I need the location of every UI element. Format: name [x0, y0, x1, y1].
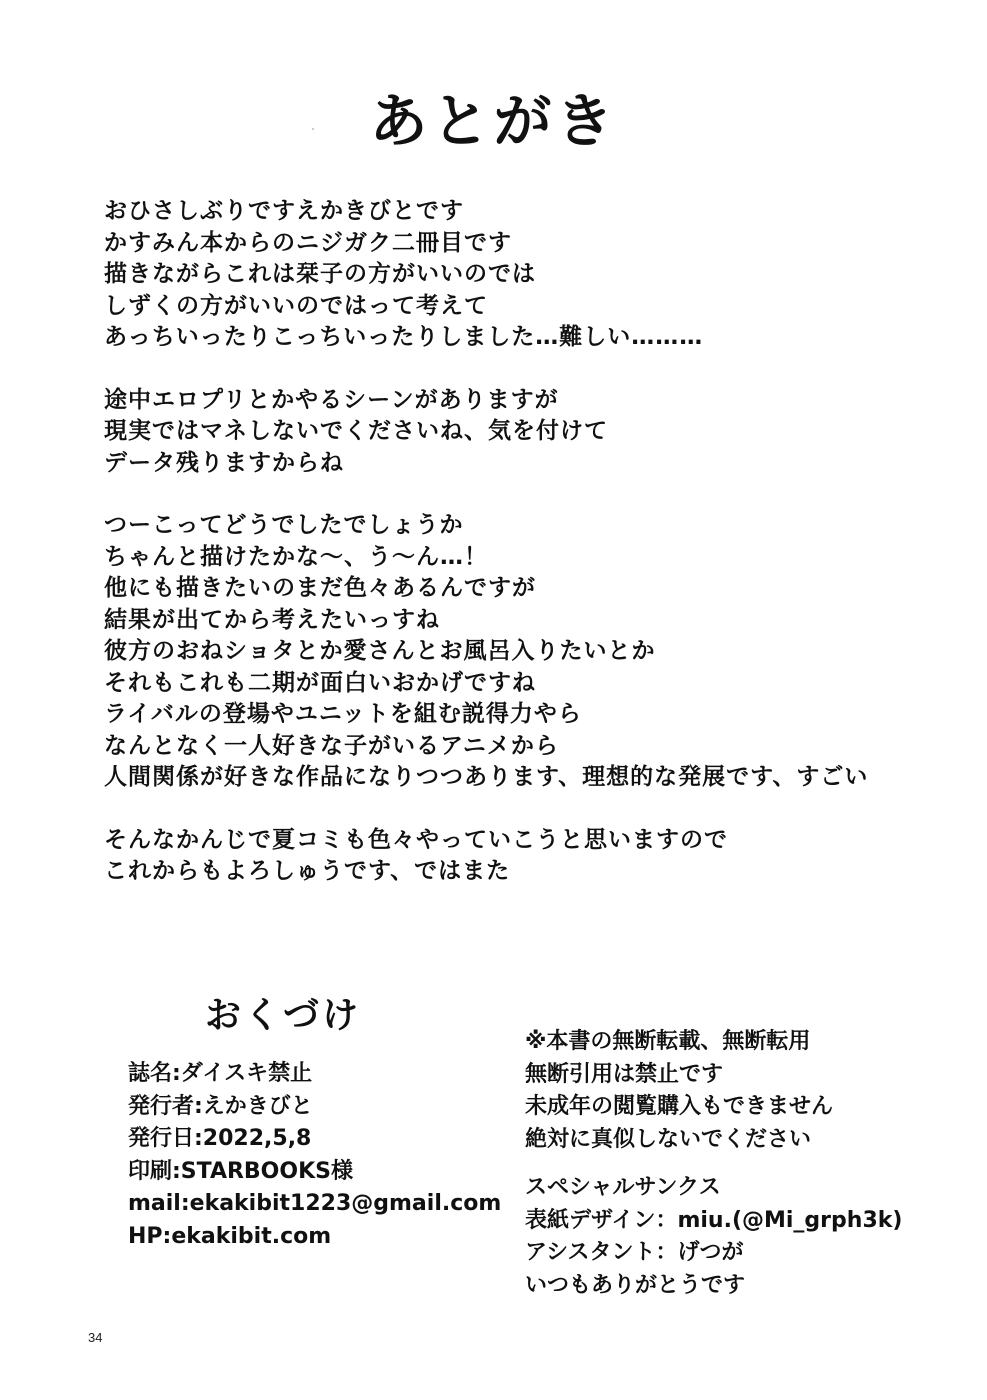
afterword-line: 現実ではマネしないでくださいね、気を付けて — [104, 418, 608, 444]
colophon-details — [128, 1058, 508, 1253]
afterword-paragraph — [104, 196, 924, 354]
notice-line: 絶対に真似しないでください — [525, 1126, 812, 1152]
special-thanks — [525, 1172, 965, 1302]
colophon-row-printer: 印刷:STARBOOKS様 — [128, 1158, 353, 1184]
afterword-line: 彼方のおねショタとか愛さんとお風呂入りたいとか — [104, 638, 656, 664]
afterword-line: 結果が出てから考えたいっすね — [104, 606, 440, 633]
afterword-body — [104, 196, 924, 919]
colophon-row-date: 発行日:2022,5,8 — [128, 1126, 312, 1151]
afterword-line: 描きながらこれは栞子の方がいいのでは — [104, 261, 536, 287]
afterword-paragraph — [104, 825, 924, 888]
notice-line: 未成年の閲覧購入もできません — [525, 1094, 834, 1119]
afterword-line: ちゃんと描けたかな〜、う〜ん…！ — [104, 543, 488, 570]
afterword-line: あっちいったりこっちいったりしました…難しい……… — [104, 324, 704, 350]
notice-line: 無断引用は禁止です — [525, 1061, 724, 1087]
afterword-title: あとがき — [369, 87, 618, 155]
afterword-line: 人間関係が好きな作品になりつつあります、理想的な発展です、すごい — [104, 764, 869, 790]
thanks-line: アシスタント：げつが — [525, 1240, 744, 1265]
afterword-line: なんとなく一人好きな子がいるアニメから — [104, 732, 559, 759]
afterword-paragraph — [104, 385, 924, 480]
afterword-line: しずくの方がいいのではって考えて — [104, 292, 488, 319]
afterword-line: かすみん本からのニジガク二冊目です — [104, 229, 512, 256]
colophon-row-title: 誌名:ダイスキ禁止 — [128, 1061, 313, 1086]
colophon-row-publisher: 発行者:えかきびと — [128, 1093, 313, 1119]
notice-line: ※本書の無断転載、無断転用 — [525, 1029, 811, 1054]
afterword-line: ライバルの登場やユニットを組む説得力やら — [104, 701, 582, 727]
afterword-line: これからもよろしゅうです、ではまた — [104, 858, 511, 884]
thanks-heading: スペシャルサンクス — [525, 1175, 721, 1200]
afterword-line: そんなかんじで夏コミも色々やっていこうと思いますので — [104, 826, 728, 853]
afterword-line: おひさしぶりですえかきびとです — [104, 198, 464, 224]
colophon-row-mail: mail:ekakibit1223@gmail.com — [128, 1191, 502, 1216]
afterword-paragraph — [104, 510, 924, 794]
page-number: 34 — [88, 1330, 103, 1345]
afterword-line: データ残りますからね — [104, 449, 344, 476]
afterword-line: 他にも描きたいのまだ色々あるんですが — [104, 575, 536, 601]
afterword-line: それもこれも二期が面白いおかげですね — [104, 669, 536, 696]
thanks-line: 表紙デザイン：miu.(@Mi_grph3k) — [525, 1207, 903, 1233]
colophon-row-homepage: HP:ekakibit.com — [128, 1223, 332, 1249]
colophon-title: おくづけ — [205, 995, 362, 1036]
thanks-line: いつもありがとうです — [525, 1272, 746, 1298]
afterword-line: 途中エロプリとかやるシーンがありますが — [104, 386, 559, 413]
afterword-line: つーこってどうでしたでしょうか — [104, 512, 464, 538]
copyright-notice — [525, 1026, 965, 1156]
